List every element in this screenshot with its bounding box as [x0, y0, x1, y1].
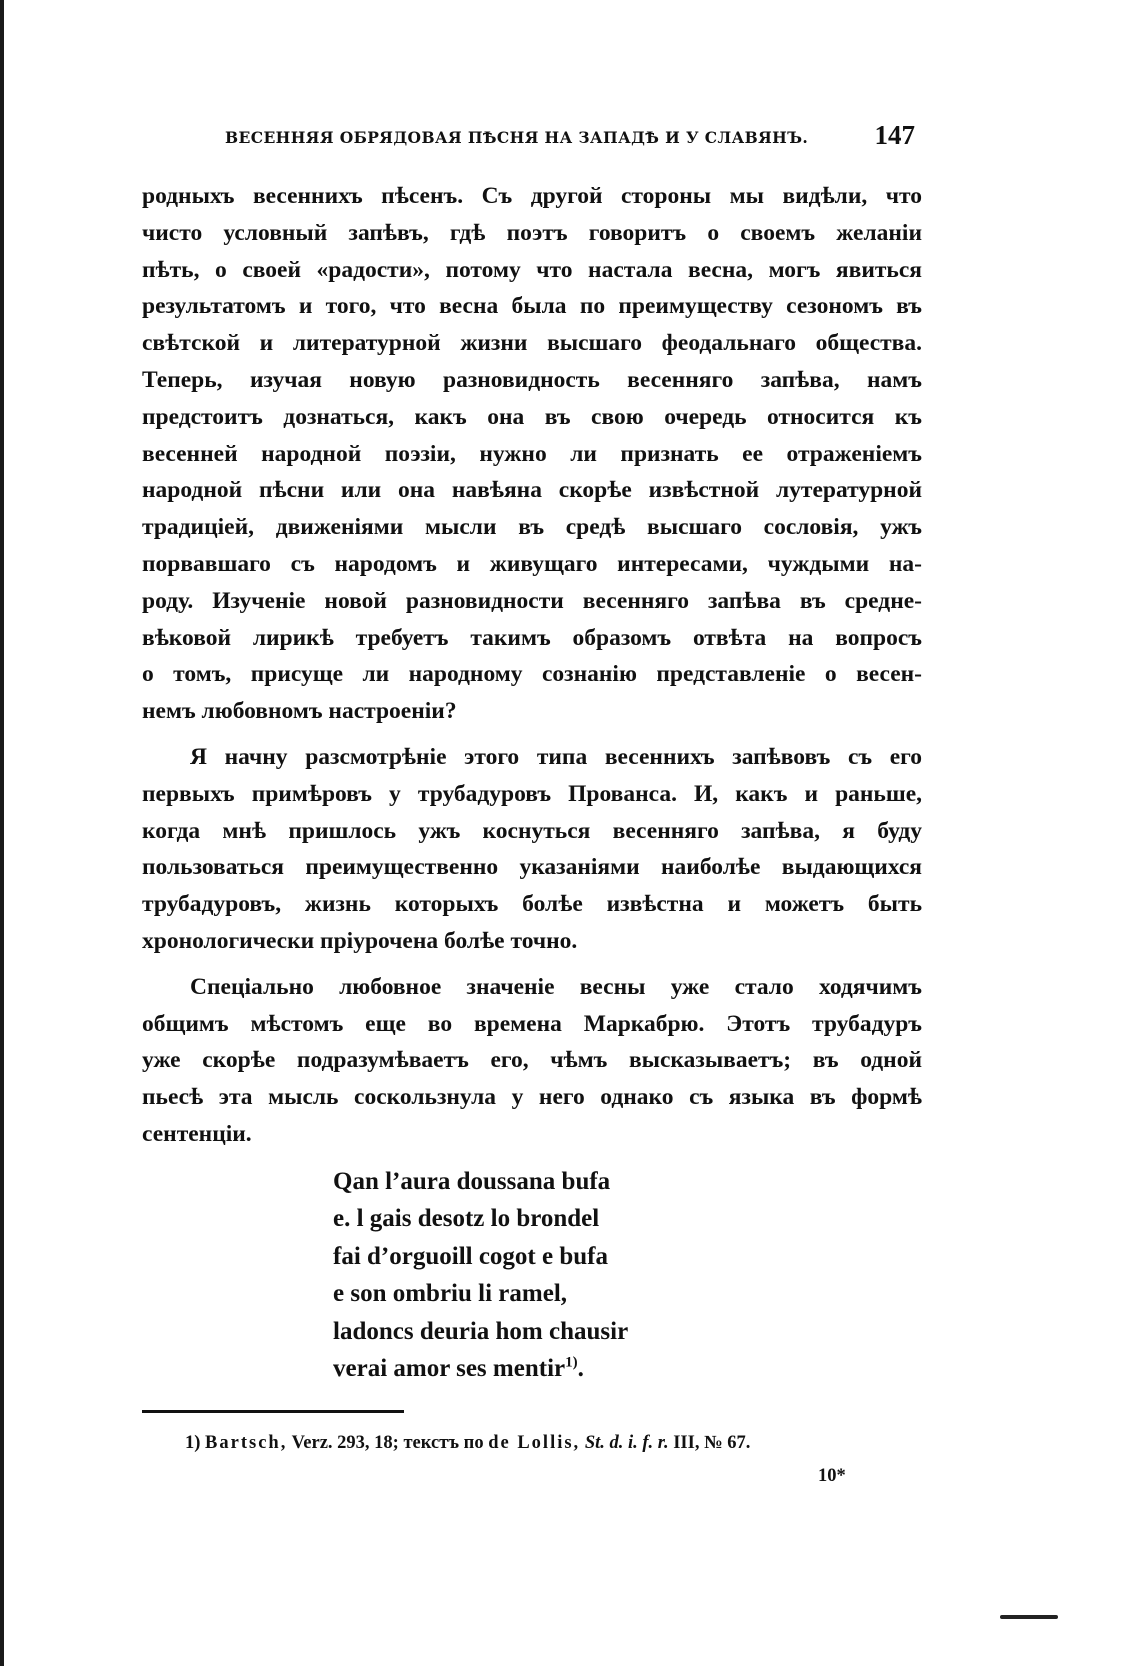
footnote-rule — [142, 1410, 404, 1413]
verse-line: fai d’orguoill cogot e bufa — [333, 1242, 608, 1270]
verse-line: e son ombriu li ramel, — [333, 1280, 568, 1308]
text-line: хронологически пріурочена болѣе точно. — [142, 927, 578, 954]
signature-mark: 10* — [818, 1466, 846, 1486]
paragraph-gap — [142, 730, 922, 739]
text-line: уже скорѣе подразумѣваетъ его, чѣмъ высказываетъ; въ одной — [142, 1047, 922, 1074]
text-line: общимъ мѣстомъ еще во времена Маркабрю. Этотъ трубадуръ — [142, 1010, 922, 1037]
verse-quotation — [333, 1163, 628, 1387]
verse-line-text: verai amor ses mentir — [333, 1355, 566, 1383]
text-line: роду. Изученіе новой разновидности весенняго запѣва въ средне- — [142, 587, 922, 614]
footnote-number: 1) — [185, 1433, 201, 1453]
verse-line: Qan l’aura doussana bufa — [333, 1168, 611, 1195]
page-number: 147 — [874, 120, 915, 150]
text-line: свѣтской и литературной жизни высшаго феодальнаго общества. — [142, 330, 922, 357]
running-head — [225, 120, 915, 154]
text-line: немъ любовномъ настроеніи? — [142, 698, 457, 725]
verse-line: e. l gais desotz lo brondel — [333, 1205, 600, 1233]
paragraph-3 — [142, 969, 922, 1153]
verse-line: ladoncs deuria hom chausir — [333, 1317, 629, 1345]
scan-artifact-mark — [1000, 1615, 1058, 1619]
footnote — [185, 1433, 750, 1454]
footnote-marker: 1) — [565, 1354, 578, 1371]
text-line: чисто условный запѣвъ, гдѣ поэтъ говоритъ о своемъ желаніи — [142, 219, 922, 246]
text-line: пьесѣ эта мысль соскользнула у него однако съ языка въ формѣ — [142, 1084, 922, 1111]
text-line: традиціей, движеніями мысли въ средѣ высшаго сословія, ужъ — [142, 514, 922, 541]
text-line: пользоваться преимущественно указаніями наиболѣе выдающихся — [142, 854, 922, 881]
text-line: Теперь, изучая новую разновидность весенняго запѣва, намъ — [142, 366, 922, 393]
body-text — [142, 178, 922, 1153]
footnote-reference: Verz. 293, 18; текстъ по — [291, 1433, 484, 1453]
text-line: порвавшаго съ народомъ и живущаго интересами, чуждыми на- — [142, 550, 922, 577]
text-line: предстоитъ дознаться, какъ она въ свою очередь относится къ — [142, 403, 922, 430]
text-line: первыхъ примѣровъ у трубадуровъ Прованса. И, какъ и раньше, — [142, 780, 922, 807]
footnote-editor: de Lollis, — [488, 1433, 581, 1453]
paragraph-gap — [142, 960, 922, 969]
text-line: родныхъ весеннихъ пѣсенъ. Съ другой стороны мы видѣли, что — [142, 183, 922, 209]
running-title: ВЕСЕННЯЯ ОБРЯДОВАЯ ПѢСНЯ НА ЗАПАДѢ И У СЛАВЯНЪ. — [225, 128, 809, 147]
footnote-author: Bartsch, — [205, 1433, 288, 1453]
paragraph-1 — [142, 178, 922, 730]
text-line: Я начну разсмотрѣніе этого типа весеннихъ запѣвовъ съ его — [190, 743, 922, 770]
text-line: народной пѣсни или она навѣяна скорѣе извѣстной лутературной — [142, 477, 922, 504]
text-line: трубадуровъ, жизнь которыхъ болѣе извѣстна и можетъ быть — [142, 891, 922, 918]
footnote-volume: III, № 67. — [673, 1433, 751, 1453]
text-line: Спеціально любовное значеніе весны уже стало ходячимъ — [190, 973, 922, 1000]
page-edge-mark — [0, 0, 4, 1666]
verse-line-last: verai amor ses mentir$^{1)}$. — [333, 1354, 584, 1383]
text-line: весенней народной поэзіи, нужно ли признать ее отраженіемъ — [142, 440, 922, 467]
paragraph-2 — [142, 739, 922, 960]
text-line: результатомъ и того, что весна была по преимуществу сезономъ въ — [142, 293, 922, 320]
text-line: когда мнѣ пришлось ужъ коснуться весенняго запѣва, я буду — [142, 817, 922, 844]
text-line: сентенціи. — [142, 1120, 252, 1147]
text-line: вѣковой лирикѣ требуетъ такимъ образомъ отвѣта на вопросъ — [142, 624, 922, 651]
text-line: пѣть, о своей «радости», потому что настала весна, могъ явиться — [142, 256, 922, 283]
footnote-title: St. d. i. f. r. — [584, 1433, 669, 1453]
text-line: о томъ, присуще ли народному сознанію представленіе о весен- — [142, 661, 922, 688]
